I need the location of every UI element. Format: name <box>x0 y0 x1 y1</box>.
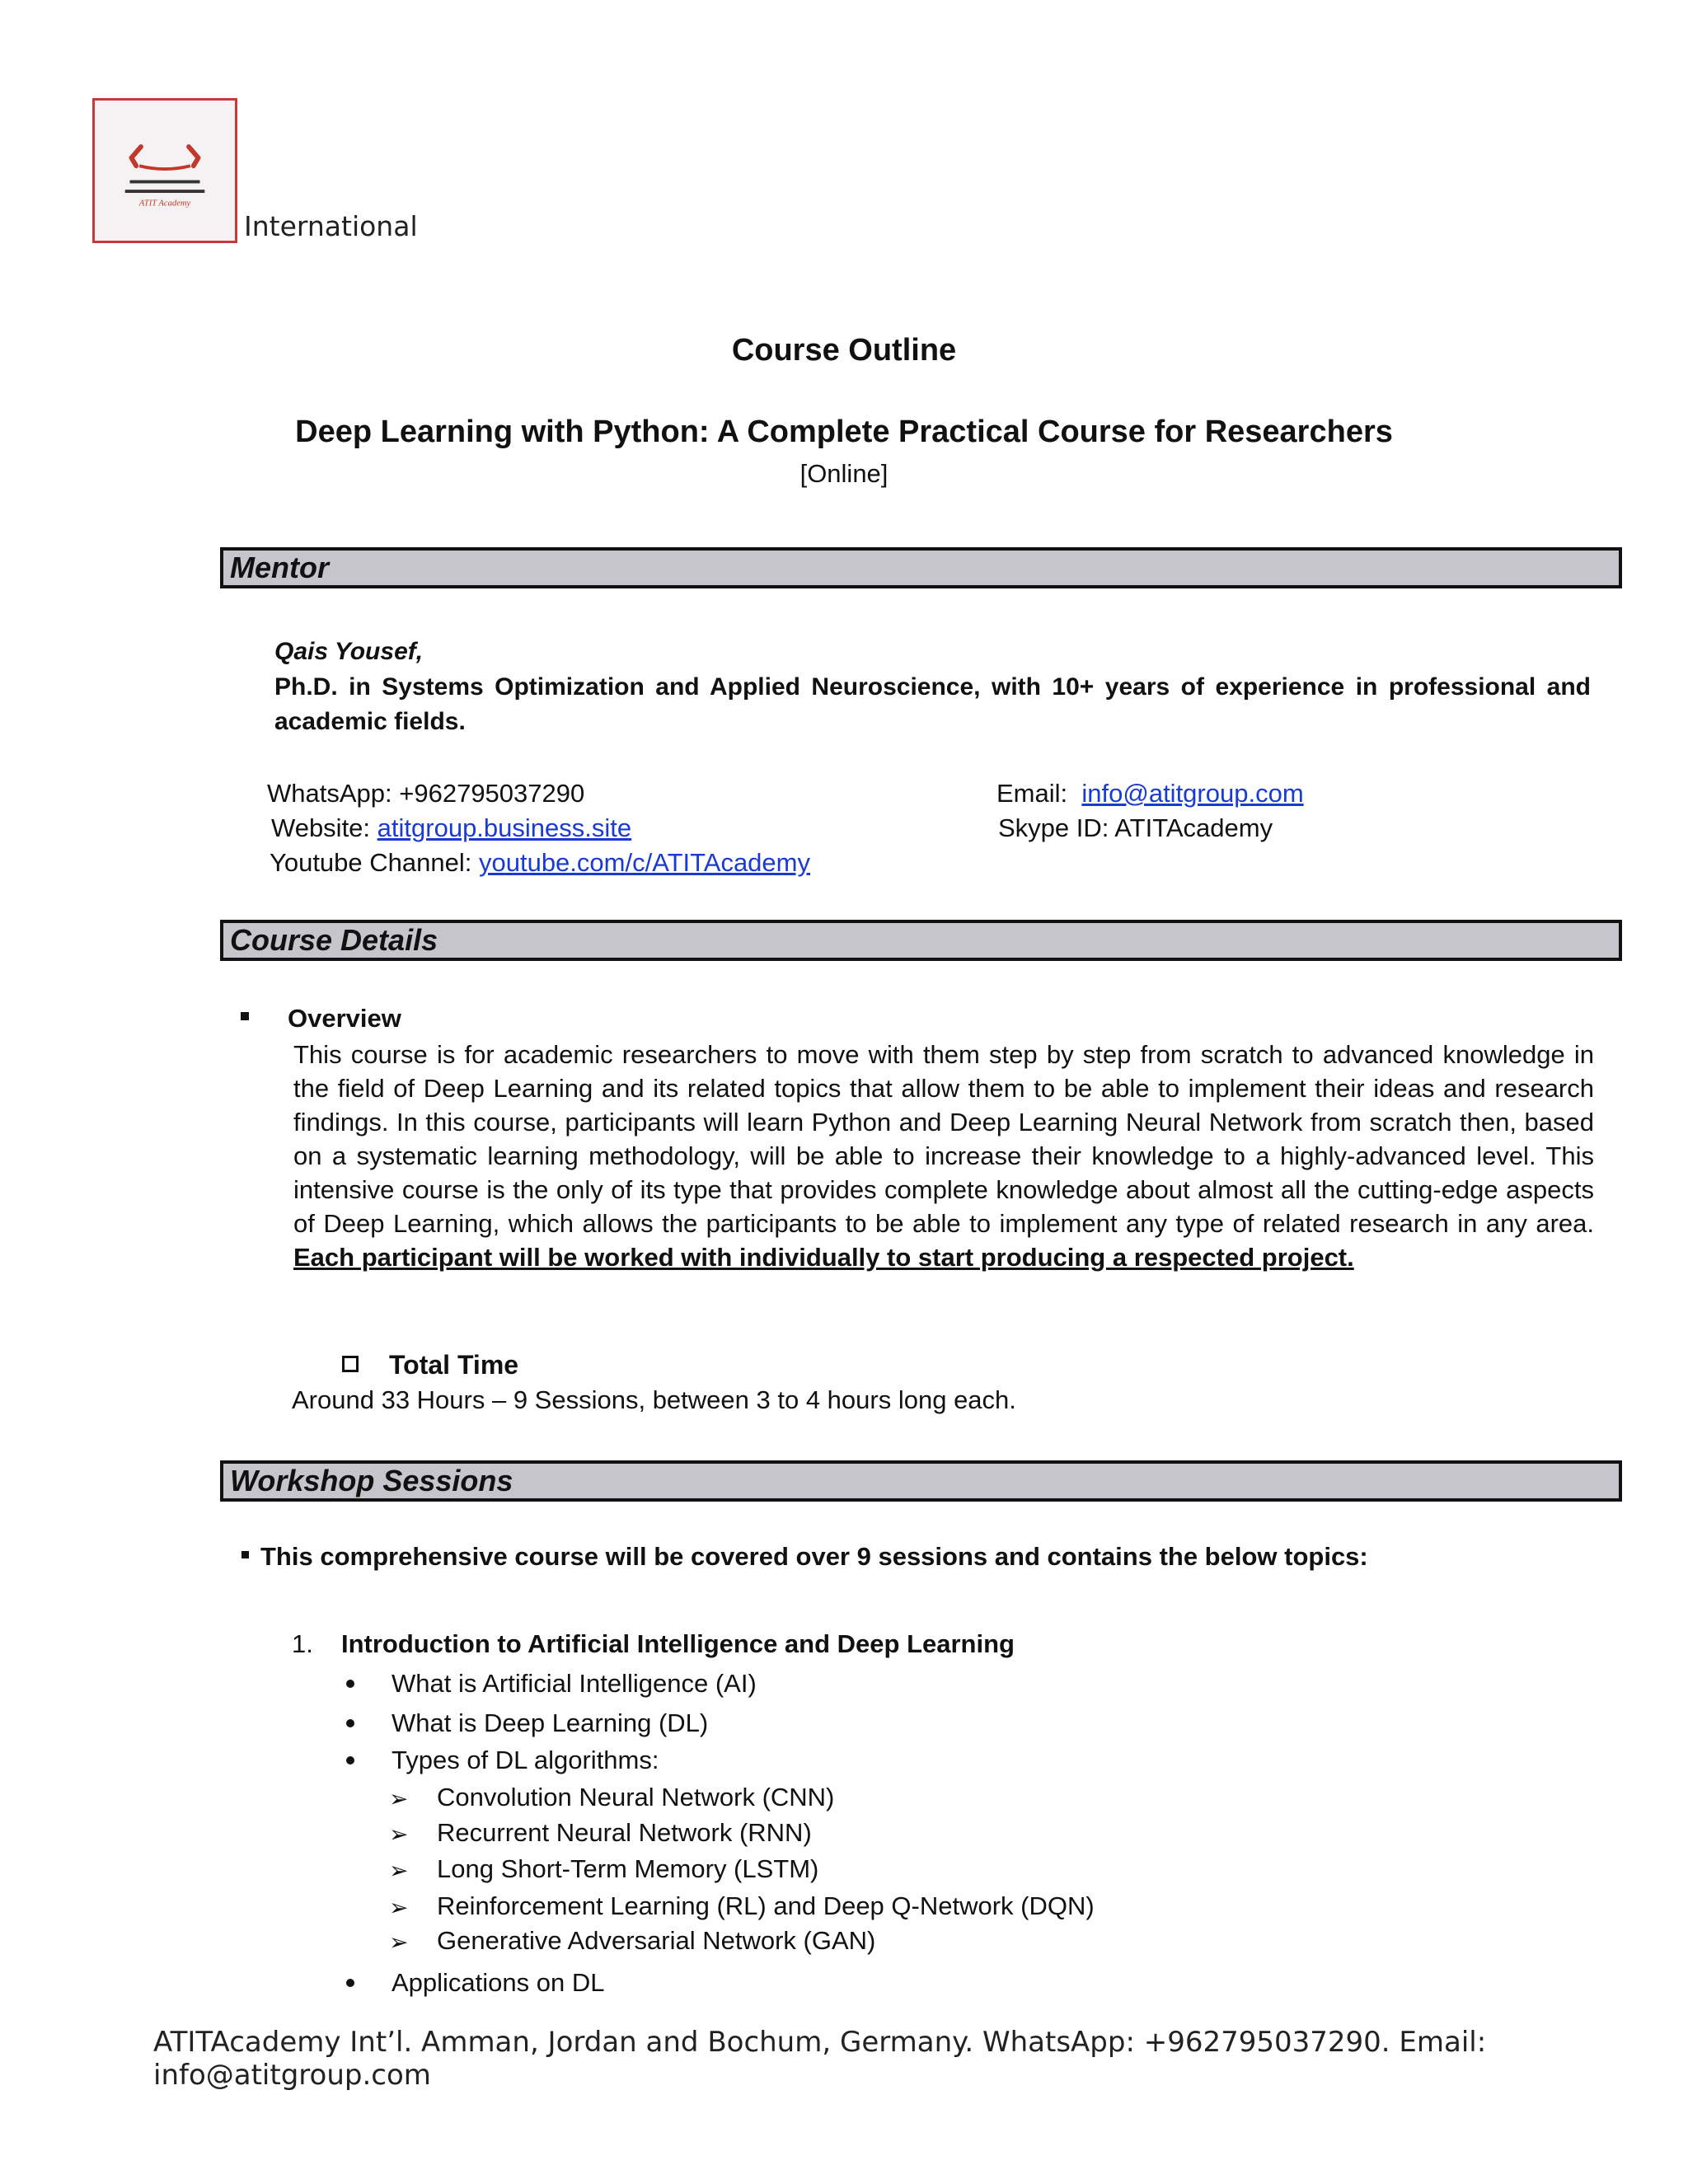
square-bullet-icon <box>241 1012 249 1020</box>
logo-graphic <box>95 101 235 241</box>
contact-email <box>996 779 1304 808</box>
whatsapp-value: +962795037290 <box>399 779 585 808</box>
session-title: Introduction to Artificial Intelligence and Deep Learning <box>341 1629 1015 1658</box>
page-title: Deep Learning with Python: A Complete Practical Course for Researchers <box>295 415 1393 449</box>
course-mode: [Online] <box>799 459 889 488</box>
website-link[interactable]: atitgroup.business.site <box>377 813 632 842</box>
contact-skype <box>998 813 1273 843</box>
mentor-section-bar: Mentor <box>220 547 1622 588</box>
bullet-dot-icon <box>346 1719 354 1727</box>
logo-word: International <box>244 210 418 242</box>
skype-label: Skype ID: <box>998 813 1109 842</box>
youtube-label: Youtube Channel: <box>270 848 472 877</box>
bullet-dot-icon <box>346 1979 354 1987</box>
email-link[interactable]: info@atitgroup.com <box>1081 779 1304 808</box>
arrow-bullet-icon: ➢ <box>389 1929 409 1956</box>
bullet-dot-icon <box>346 1680 354 1688</box>
sub-list-item: Long Short-Term Memory (LSTM) <box>437 1854 819 1883</box>
page-footer: ATITAcademy Int’l. Amman, Jordan and Bochum, Germany. WhatsApp: +962795037290. Email: info@atitgroup.com <box>153 2026 1487 2092</box>
logo-text: ATIT Academy <box>138 199 191 209</box>
checkbox-bullet-icon <box>342 1356 359 1372</box>
contact-youtube <box>270 848 810 878</box>
arrow-bullet-icon: ➢ <box>389 1857 409 1884</box>
total-time-text: Around 33 Hours – 9 Sessions, between 3 to 4 hours long each. <box>292 1385 1016 1414</box>
list-item: Applications on DL <box>392 1968 605 1997</box>
overview-heading: Overview <box>288 1004 401 1033</box>
sub-list-item: Reinforcement Learning (RL) and Deep Q-Network (DQN) <box>437 1891 1095 1920</box>
arrow-bullet-icon: ➢ <box>389 1785 409 1812</box>
skype-value: ATITAcademy <box>1114 813 1273 842</box>
total-time-heading: Total Time <box>389 1350 519 1380</box>
mentor-description: Ph.D. in Systems Optimization and Applied Neuroscience, with 10+ years of experience in professional and academic fields. <box>274 673 1591 735</box>
youtube-link[interactable]: youtube.com/c/ATITAcademy <box>478 848 810 877</box>
bullet-dot-icon <box>346 1756 354 1765</box>
contact-website <box>271 813 631 843</box>
arrow-bullet-icon: ➢ <box>389 1821 409 1848</box>
sub-list-item: Recurrent Neural Network (RNN) <box>437 1818 812 1847</box>
mentor-name: Qais Yousef, <box>274 638 424 665</box>
overview-body: This course is for academic researchers to move with them step by step from scratch to advanced knowledge in the field of Deep Learning and its related topics that allow them to be able to implement their ideas and research findings. In this course, participants will learn Python and Deep Learning Neural Network from scratch then, based on a systematic learning methodology, will be able to increase their knowledge to a highly-advanced level. This intensive course is the only of its type that provides complete knowledge about almost all the cutting-edge aspects of Deep Learning, which allows the participants to be able to implement any type of related research in any area. <box>293 1040 1594 1238</box>
logo <box>92 98 237 243</box>
workshop-intro: This comprehensive course will be covered over 9 sessions and contains the below topics: <box>260 1542 1368 1571</box>
square-bullet-icon <box>241 1551 249 1558</box>
course-details-section-bar: Course Details <box>220 920 1622 961</box>
whatsapp-label: WhatsApp: <box>267 779 392 808</box>
arrow-bullet-icon: ➢ <box>389 1894 409 1921</box>
list-item: What is Artificial Intelligence (AI) <box>392 1669 757 1698</box>
list-item: Types of DL algorithms: <box>392 1746 659 1774</box>
contact-whatsapp <box>267 779 584 808</box>
sub-list-item: Generative Adversarial Network (GAN) <box>437 1926 876 1955</box>
overview-text <box>293 1038 1594 1274</box>
workshop-section-bar: Workshop Sessions <box>220 1460 1622 1502</box>
overview-emphasis: Each participant will be worked with individually to start producing a respected project. <box>293 1243 1354 1272</box>
session-number: 1. <box>292 1629 313 1658</box>
section-label: Course Outline <box>731 333 957 368</box>
sub-list-item: Convolution Neural Network (CNN) <box>437 1783 835 1811</box>
list-item: What is Deep Learning (DL) <box>392 1708 709 1737</box>
email-label: Email: <box>996 779 1068 808</box>
website-label: Website: <box>271 813 371 842</box>
